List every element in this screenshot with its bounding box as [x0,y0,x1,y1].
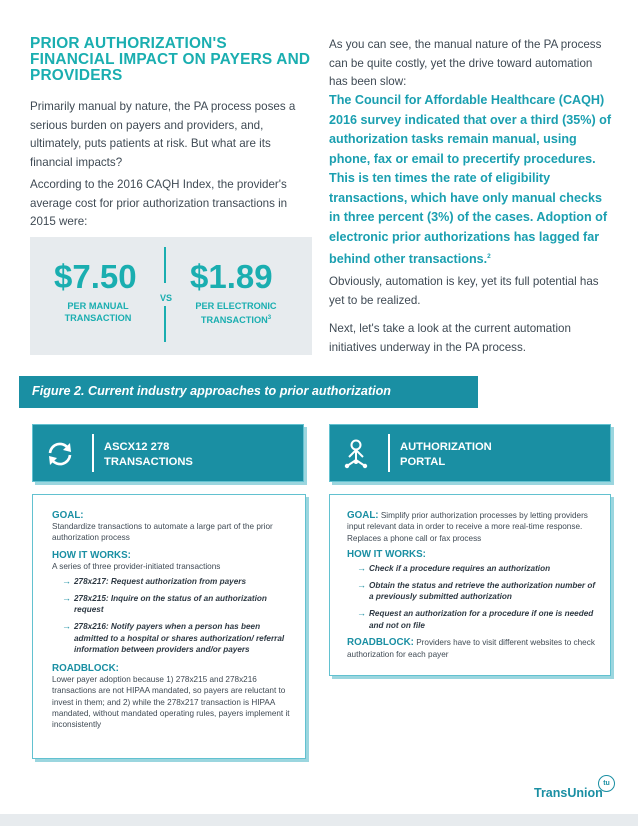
card-header-divider [92,434,94,472]
electronic-label-line2: TRANSACTION$^3$ [200,315,272,326]
how-it-works-label: HOW IT WORKS: [347,549,426,561]
next-paragraph: Next, let's take a look at the current automation initiatives underway in the PA process. [329,322,571,354]
arrow-right-icon: → [62,592,71,603]
list-item [62,621,296,656]
manual-price: $7.50 [54,258,137,295]
card-title-x12 [104,440,193,470]
how-it-works-label: HOW IT WORKS: [52,549,131,561]
arrow-right-icon: → [62,621,71,631]
bullet-text: Check if a procedure requires an authorization [369,564,551,574]
card-title-line2: TRANSACTIONS [104,456,193,468]
footnote-mark: 3 [267,315,272,321]
electronic-price-label [186,300,286,326]
highlight-footnote: 2 [487,253,491,260]
list-item [62,576,296,588]
sync-arrows-icon [44,440,76,468]
electronic-price: $1.89 [190,258,273,295]
list-item [62,593,296,616]
bullet-list [347,563,599,631]
manual-label-line2: TRANSACTION [64,313,132,323]
arrow-right-icon: → [62,576,71,587]
how-it-works-text: A series of three provider-initiated transactions [52,561,221,571]
card-content-x12 [52,510,296,731]
arrow-right-icon: → [357,563,366,574]
footer-bar [0,814,638,826]
bullet-list [52,576,296,656]
list-item [357,608,599,631]
bullet-text: 278x217: Request authorization from payers [74,577,246,587]
intro-paragraph: Primarily manual by nature, the PA process poses a serious burden on payers and providers, and, ultimately, puts patients at risk. But what are its financial impacts? [30,100,296,169]
roadblock-label: ROADBLOCK: [347,637,414,649]
roadblock-text: Providers have to visit different websites to check authorization for each payer [347,638,595,659]
card-title-line2: PORTAL [400,456,446,468]
list-item [357,580,599,603]
roadblock-label: ROADBLOCK: [52,662,119,674]
card-content-portal [347,510,599,660]
card-title-line1: AUTHORIZATION [400,441,492,453]
electronic-label-line1: PER ELECTRONIC [195,301,277,311]
card-header-divider [388,434,390,472]
bullet-text: 278x215: Inquire on the status of an authorization request [74,593,267,615]
goal-text: Simplify prior authorization processes by letting providers input relevant data in order to receive a more real-time response. Replaces a phone call or fax process [347,511,588,543]
arrow-right-icon: → [357,608,366,618]
transunion-logo-text: TransUnion [534,786,603,800]
goal-text: Standardize transactions to automate a large part of the prior authorization process [52,522,273,543]
roadblock-line [347,637,599,660]
goal-line [347,510,599,544]
goal-label: GOAL: [347,510,379,521]
right-intro-paragraph: As you can see, the manual nature of the PA process can be quite costly, yet the drive toward automation has been slow: [329,38,602,89]
caqh-paragraph: According to the 2016 CAQH Index, the provider's average cost for prior authorization transactions in 2015 were: [30,178,288,229]
vs-divider-top [164,247,166,283]
bullet-text: Request an authorization for a procedure if one is needed and not on file [369,609,594,630]
vs-divider-bottom [164,306,166,342]
card-title-line1: ASCX12 278 [104,441,170,453]
transunion-badge-icon: tu [598,775,615,792]
bullet-text: Obtain the status and retrieve the authorization number of a previously submitted authorization [369,580,596,602]
section-heading: PRIOR AUTHORIZATION'S FINANCIAL IMPACT ON PAYERS AND PROVIDERS [30,35,311,84]
figure-caption: Figure 2. Current industry approaches to prior authorization [32,384,391,398]
automation-paragraph: Obviously, automation is key, yet its full potential has yet to be realized. [329,275,599,307]
goal-label: GOAL: [52,510,84,521]
manual-price-label [48,300,148,324]
roadblock-text: Lower payer adoption because 1) 278x215 and 278x216 transactions are not HIPAA mandated, so payers are reluctant to invest in them; and 2) while the 278x217 transaction is HIPAA mandated, without mandated operating rules, payers implement it inconsistently [52,674,290,730]
list-item [357,563,599,575]
card-title-portal [400,440,492,470]
bullet-text: 278x216: Notify payers when a person has been admitted to a hospital or shares authorization/ referral information between providers and/or payers [74,622,285,655]
network-person-icon [341,438,371,470]
manual-label-line1: PER MANUAL [67,301,129,311]
vs-label: VS [159,293,172,303]
arrow-right-icon: → [357,579,366,590]
caqh-survey-highlight: The Council for Affordable Healthcare (CAQH) 2016 survey indicated that over a third (35%) of authorization tasks remain manual, using phone, fax or email to precertify procedures. This is ten times the rate of eligibility transactions, which have only manual checks in three percent (3%) of the cases. Adoption of electronic prior authorizations has lagged far behind other transactions.$^2$ [329,93,612,267]
